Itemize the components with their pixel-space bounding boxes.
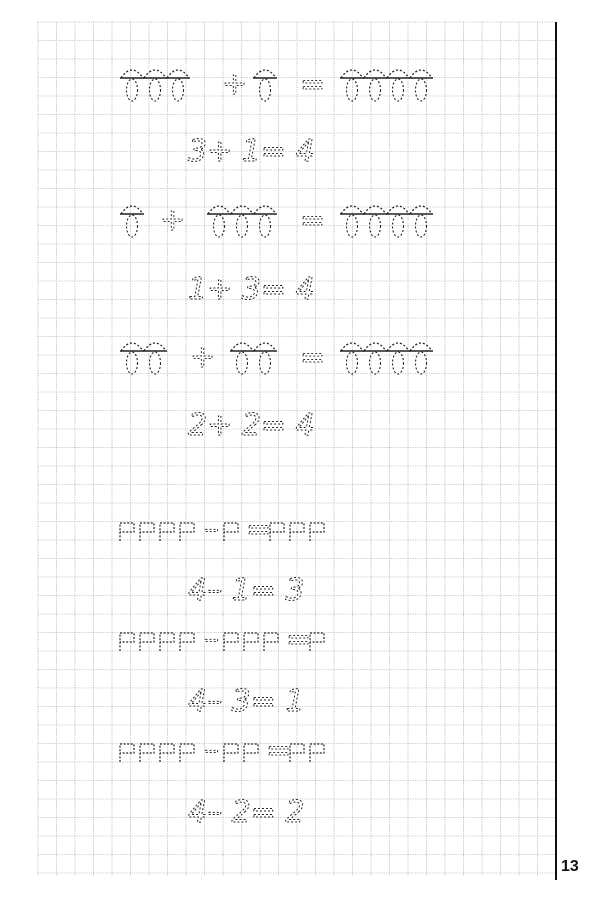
- equals-sign: =: [266, 733, 292, 768]
- flag-icon: [224, 523, 238, 541]
- equation-1: 3+ 1= 4: [188, 134, 315, 169]
- plus-sign: +: [222, 67, 248, 102]
- acorn-icon: [363, 70, 387, 101]
- acorn-icon: [230, 206, 254, 237]
- acorn-icon: [120, 343, 144, 374]
- minus-sign: –: [204, 622, 219, 657]
- acorn-icon: [409, 70, 433, 101]
- picture-row: [120, 70, 433, 101]
- minus-sign: –: [204, 733, 219, 768]
- acorn-icon: [253, 70, 277, 101]
- flag-icon: [310, 523, 324, 541]
- acorn-icon: [409, 343, 433, 374]
- equals-sign: =: [286, 622, 312, 657]
- minus-sign: –: [204, 512, 219, 547]
- acorn-icon: [143, 70, 167, 101]
- flag-icon: [224, 744, 238, 762]
- picture-row: [120, 744, 324, 762]
- acorn-icon: [340, 206, 364, 237]
- plus-sign: +: [190, 340, 216, 375]
- acorn-icon: [120, 206, 144, 237]
- equation-2: 1+ 3= 4: [188, 272, 315, 307]
- equals-sign: =: [300, 340, 326, 375]
- equals-sign: =: [300, 67, 326, 102]
- flag-icon: [140, 744, 154, 762]
- acorn-icon: [166, 70, 190, 101]
- picture-row: [120, 523, 324, 541]
- acorn-icon: [253, 343, 277, 374]
- flag-icon: [180, 633, 194, 651]
- flag-icon: [140, 523, 154, 541]
- flag-icon: [160, 744, 174, 762]
- equals-sign: =: [246, 512, 272, 547]
- flag-icon: [244, 744, 258, 762]
- acorn-icon: [230, 343, 254, 374]
- flag-icon: [160, 633, 174, 651]
- equation-6: 4– 2= 2: [188, 795, 305, 830]
- flag-icon: [180, 523, 194, 541]
- acorn-icon: [340, 343, 364, 374]
- acorn-icon: [363, 343, 387, 374]
- plus-sign: +: [160, 203, 186, 238]
- equation-3: 2+ 2= 4: [188, 408, 315, 443]
- flag-icon: [244, 633, 258, 651]
- flag-icon: [224, 633, 238, 651]
- acorn-icon: [143, 343, 167, 374]
- flag-icon: [120, 523, 134, 541]
- picture-row: [120, 343, 433, 374]
- acorn-icon: [120, 70, 144, 101]
- acorn-icon: [207, 206, 231, 237]
- acorn-icon: [340, 70, 364, 101]
- flag-icon: [310, 633, 324, 651]
- flag-icon: [180, 744, 194, 762]
- flag-icon: [310, 744, 324, 762]
- flag-icon: [140, 633, 154, 651]
- equals-sign: =: [300, 203, 326, 238]
- flag-icon: [264, 633, 278, 651]
- page-number: 13: [561, 858, 579, 875]
- flag-icon: [160, 523, 174, 541]
- flag-icon: [120, 744, 134, 762]
- acorn-icon: [363, 206, 387, 237]
- acorn-icon: [253, 206, 277, 237]
- equation-5: 4– 3= 1: [188, 684, 305, 719]
- flag-icon: [120, 633, 134, 651]
- equation-4: 4– 1= 3: [188, 573, 305, 608]
- flag-icon: [270, 523, 284, 541]
- acorn-icon: [409, 206, 433, 237]
